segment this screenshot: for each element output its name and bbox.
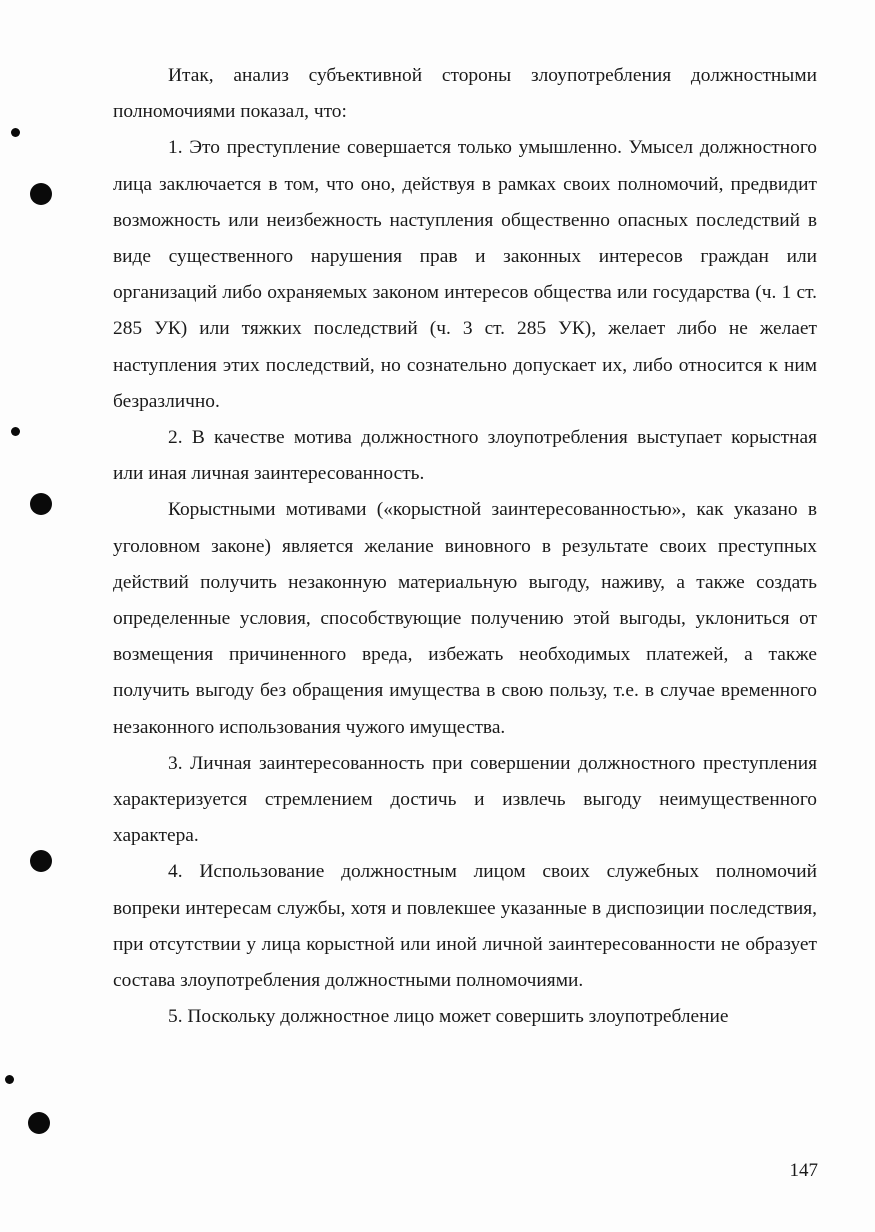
paragraph-point-3: 3. Личная заинтересованность при совершении должностного преступления характеризуется стремлением достичь и извлечь выгоду неимущественного характера. — [113, 752, 817, 847]
paragraph-point-2: 2. В качестве мотива должностного злоупотребления выступает корыстная или иная личная заинтересованность. — [113, 427, 817, 485]
binding-hole-mark — [11, 128, 20, 137]
binding-hole — [30, 183, 52, 205]
binding-hole — [30, 493, 52, 515]
paragraph-point-1: 1. Это преступление совершается только умышленно. Умысел должностного лица заключается в том, что оно, действуя в рамках своих полномочий, предвидит возможность или неизбежность наступления общественно опасных последствий в виде существенного нарушения прав и законных интересов граждан или организаций либо охраняемых законом интересов общества или государства (ч. 1 ст. 285 УК) или тяжких последствий (ч. 3 ст. 285 УК), желает либо не желает наступления этих последствий, но сознательно допускает их, либо относится к ним безразлично. — [113, 137, 817, 412]
document-body — [113, 58, 817, 1035]
binding-hole-mark — [11, 427, 20, 436]
binding-hole — [28, 1112, 50, 1134]
paragraph-intro: Итак, анализ субъективной стороны злоупотребления должностными полномочиями показал, что: — [113, 65, 817, 123]
binding-hole-mark — [5, 1075, 14, 1084]
paragraph-point-4: 4. Использование должностным лицом своих служебных полномочий вопреки интересам службы, хотя и повлекшее указанные в диспозиции последствия, при отсутствии у лица корыстной или иной личной заинтересованности не образует состава злоупотребления должностными полномочиями. — [113, 861, 817, 992]
binding-hole — [30, 850, 52, 872]
paragraph-selfish-motives: Корыстными мотивами («корыстной заинтересованностью», как указано в уголовном законе) является желание виновного в результате своих преступных действий получить незаконную материальную выгоду, наживу, а также создать определенные условия, способствующие получению этой выгоды, уклониться от возмещения причиненного вреда, избежать необходимых платежей, а также получить выгоду без обращения имущества в свою пользу, т.е. в случае временного незаконного использования чужого имущества. — [113, 499, 817, 738]
paragraph-point-5: 5. Поскольку должностное лицо может совершить злоупотребление — [168, 1006, 729, 1028]
page-number: 147 — [789, 1160, 818, 1181]
